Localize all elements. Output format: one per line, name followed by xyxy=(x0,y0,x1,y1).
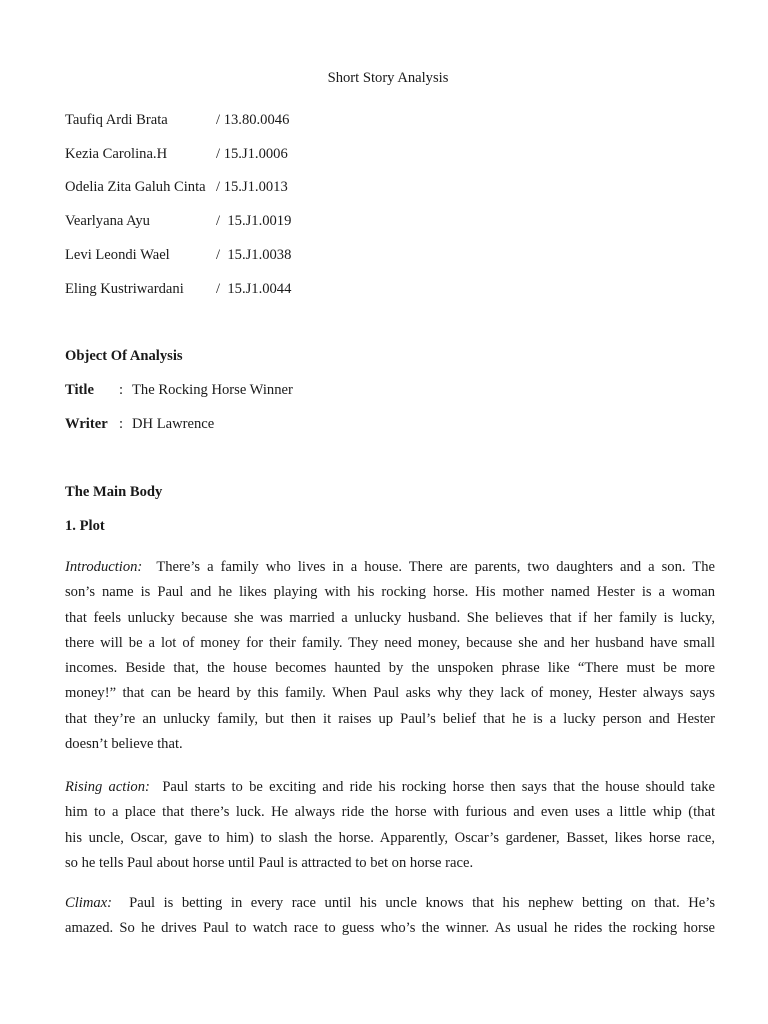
member-row xyxy=(65,177,288,197)
plot-heading: 1. Plot xyxy=(65,518,105,534)
member-row xyxy=(65,110,290,130)
meta-title-label: Title xyxy=(65,382,94,398)
paragraph-line: amazed. So he drives Paul to watch race to guess who’s the winner. As usual he rides the rocking horse xyxy=(65,920,715,937)
introduction-paragraph xyxy=(65,555,715,757)
paragraph-line xyxy=(65,555,715,580)
paragraph-text: Paul starts to be exciting and ride his rocking horse then says that the house should take xyxy=(162,779,715,795)
member-id: / 15.J1.0044 xyxy=(216,281,292,297)
member-row xyxy=(65,211,292,231)
climax-lead: Climax: xyxy=(65,895,113,911)
member-id: / 15.J1.0038 xyxy=(216,247,292,263)
paragraph-line: him to a place that there’s luck. He always ride the horse with furious and even uses a little whip (that xyxy=(65,804,715,821)
meta-title-value: The Rocking Horse Winner xyxy=(132,382,293,398)
paragraph-line: money!” that can be heard by this family. When Paul asks why they lack of money, Hester always says xyxy=(65,685,715,702)
paragraph-text: Paul is betting in every race until his uncle knows that his nephew betting on that. He’s xyxy=(129,895,715,911)
meta-writer-row xyxy=(65,414,214,434)
member-id: / 13.80.0046 xyxy=(216,112,290,128)
document-title: Short Story Analysis xyxy=(327,70,449,86)
member-id: / 15.J1.0006 xyxy=(216,146,288,162)
meta-writer-value: DH Lawrence xyxy=(132,416,215,432)
member-name: Taufiq Ardi Brata xyxy=(65,112,168,128)
member-name: Levi Leondi Wael xyxy=(65,247,170,263)
member-row xyxy=(65,144,288,164)
paragraph-line: so he tells Paul about horse until Paul is attracted to bet on horse race. xyxy=(65,854,474,871)
paragraph-line: that they’re an unlucky family, but then it raises up Paul’s belief that he is a lucky person and Hester xyxy=(65,710,715,727)
member-name: Vearlyana Ayu xyxy=(65,213,150,229)
meta-title-row xyxy=(65,380,293,400)
paragraph-text: There’s a family who lives in a house. There are parents, two daughters and a son. The xyxy=(156,559,715,575)
object-of-analysis-heading: Object Of Analysis xyxy=(65,348,183,364)
rising-action-paragraph xyxy=(65,775,715,876)
member-row xyxy=(65,245,292,265)
paragraph-line: son’s name is Paul and he likes playing with his rocking horse. His mother named Hester is a woman xyxy=(65,584,715,601)
member-name: Eling Kustriwardani xyxy=(65,281,184,297)
meta-title-separator: : xyxy=(119,382,124,398)
paragraph-line xyxy=(65,891,715,916)
paragraph-line xyxy=(65,775,715,800)
paragraph-line: doesn’t believe that. xyxy=(65,736,183,753)
member-id: / 15.J1.0013 xyxy=(216,179,288,195)
member-row xyxy=(65,279,292,299)
member-name: Odelia Zita Galuh Cinta xyxy=(65,179,206,195)
meta-writer-label: Writer xyxy=(65,416,108,432)
member-id: / 15.J1.0019 xyxy=(216,213,292,229)
paragraph-line: his uncle, Oscar, gave to him) to slash the horse. Apparently, Oscar’s gardener, Basset, likes horse race, xyxy=(65,829,715,846)
introduction-lead: Introduction: xyxy=(65,559,143,575)
paragraph-line: there will be a lot of money for their family. They need money, because she and her husband have small xyxy=(65,634,715,651)
main-body-heading: The Main Body xyxy=(65,484,163,500)
meta-writer-separator: : xyxy=(119,416,124,432)
climax-paragraph xyxy=(65,891,715,942)
rising-action-lead: Rising action: xyxy=(65,779,150,795)
paragraph-line: incomes. Beside that, the house becomes haunted by the unspoken phrase like “There must be more xyxy=(65,660,715,677)
paragraph-line: that feels unlucky because she was married a unlucky husband. She believes that if her family is lucky, xyxy=(65,609,715,626)
member-name: Kezia Carolina.H xyxy=(65,146,168,162)
